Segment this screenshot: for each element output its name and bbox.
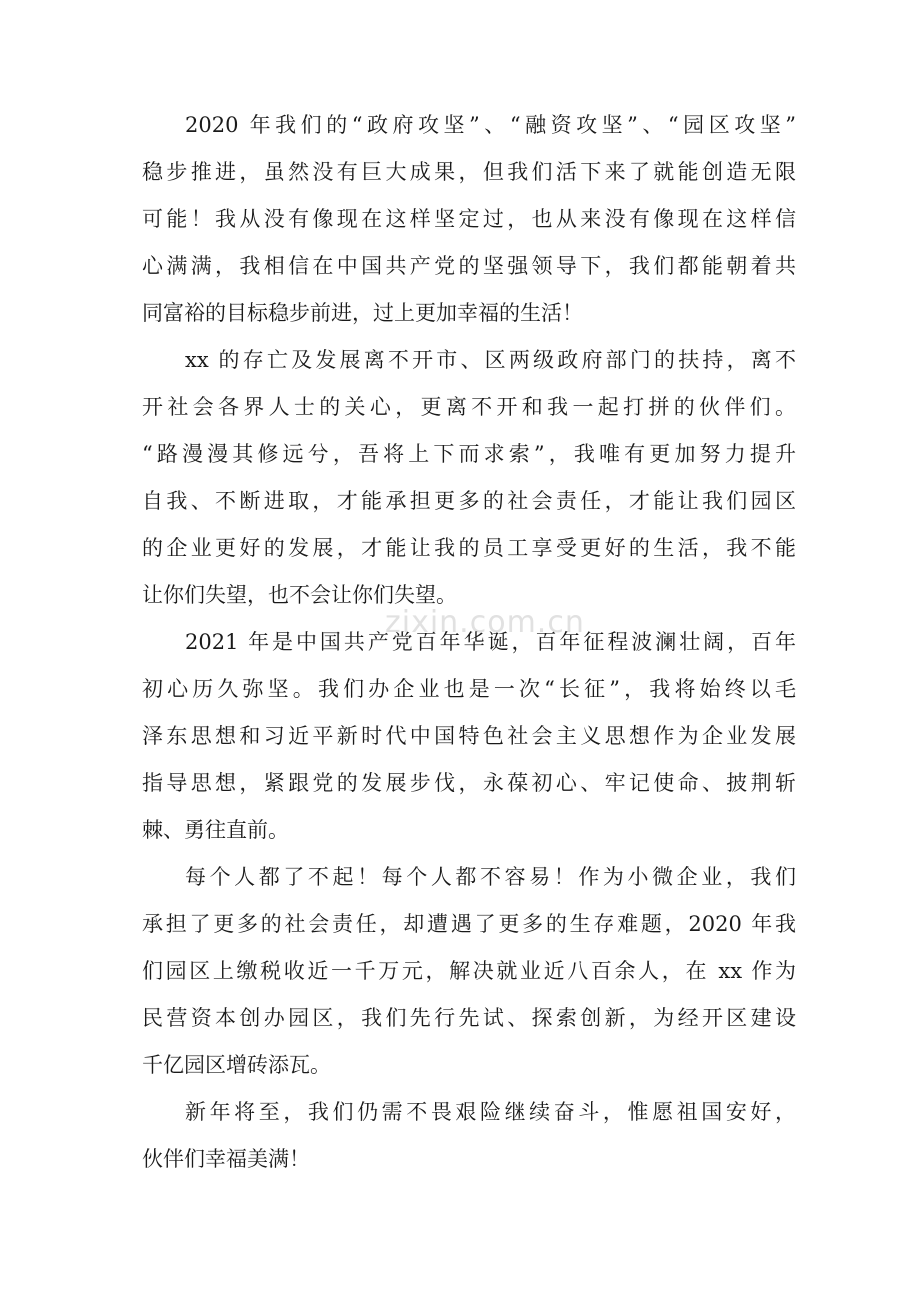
- paragraph-4-line-3: 们园区上缴税收近一千万元，解决就业近八百余人，在 xx 作为: [142, 959, 796, 983]
- paragraph-4-line-5: 千亿园区增砖添瓦。: [142, 1053, 331, 1077]
- paragraph-1-line-4: 心满满，我相信在中国共产党的坚强领导下，我们都能朝着共: [142, 254, 796, 278]
- paragraph-3-line-2: 初心历久弥坚。我们办企业也是一次“长征”，我将始终以毛: [142, 677, 796, 701]
- paragraph-1-line-3: 可能！我从没有像现在这样坚定过，也从来没有像现在这样信: [142, 207, 796, 231]
- paragraph-3-line-4: 指导思想，紧跟党的发展步伐，永葆初心、牢记使命、披荆斩: [142, 771, 796, 795]
- watermark: zixin.com.cn: [385, 605, 585, 640]
- paragraph-4-line-2: 承担了更多的社会责任，却遭遇了更多的生存难题，2020 年我: [142, 912, 796, 936]
- paragraph-1-line-2: 稳步推进，虽然没有巨大成果，但我们活下来了就能创造无限: [142, 160, 796, 184]
- paragraph-2-line-3: “路漫漫其修远兮，吾将上下而求索”，我唯有更加努力提升: [142, 442, 796, 466]
- paragraph-2-line-4: 自我、不断进取，才能承担更多的社会责任，才能让我们园区: [142, 489, 796, 513]
- paragraph-5-line-2: 伙伴们幸福美满！: [142, 1147, 310, 1171]
- paragraph-2-line-6: 让你们失望，也不会让你们失望。: [142, 583, 457, 607]
- paragraph-3-line-3: 泽东思想和习近平新时代中国特色社会主义思想作为企业发展: [142, 724, 796, 748]
- paragraph-1-line-1: 2020 年我们的“政府攻坚”、“融资攻坚”、“园区攻坚”: [185, 113, 796, 137]
- paragraph-3-line-5: 棘、勇往直前。: [142, 818, 289, 842]
- paragraph-5-line-1: 新年将至，我们仍需不畏艰险继续奋斗，惟愿祖国安好，: [185, 1100, 796, 1124]
- paragraph-4-line-4: 民营资本创办园区，我们先行先试、探索创新，为经开区建设: [142, 1006, 796, 1030]
- paragraph-3-line-1: 2021 年是中国共产党百年华诞，百年征程波澜壮阔，百年: [185, 630, 796, 654]
- paragraph-1-line-5: 同富裕的目标稳步前进，过上更加幸福的生活！: [142, 301, 583, 325]
- paragraph-2-line-5: 的企业更好的发展，才能让我的员工享受更好的生活，我不能: [142, 536, 796, 560]
- paragraph-2-line-2: 开社会各界人士的关心，更离不开和我一起打拼的伙伴们。: [142, 395, 796, 419]
- paragraph-2-line-1: xx 的存亡及发展离不开市、区两级政府部门的扶持，离不: [185, 348, 796, 372]
- paragraph-4-line-1: 每个人都了不起！每个人都不容易！作为小微企业，我们: [185, 865, 796, 889]
